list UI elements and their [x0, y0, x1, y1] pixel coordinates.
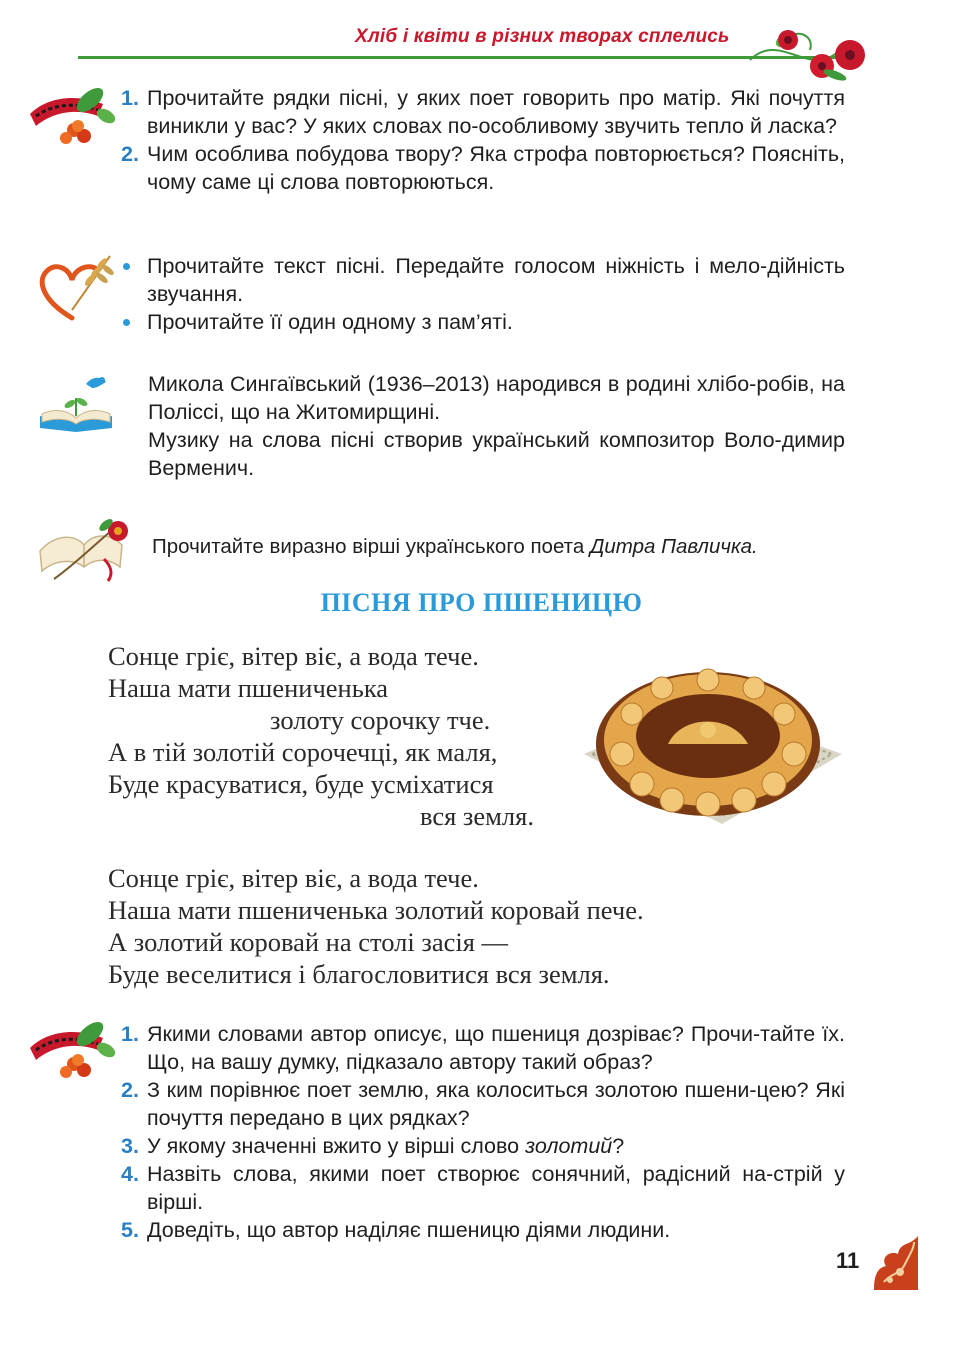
question-number: 1.	[121, 1022, 139, 1046]
embroidery-viburnum-icon	[28, 1020, 116, 1082]
question-text-part: У якому значенні вжито у вірші слово	[147, 1134, 526, 1158]
bullet-text: Прочитайте текст пісні. Передайте голосом ніжність і мело-дійність звучання.	[147, 254, 845, 306]
question-text: Прочитайте рядки пісні, у яких поет говорить про матір. Які почуття виникли у вас? У яких словах по-особливому звучить тепло й ласка?	[147, 86, 845, 138]
question-number: 3.	[121, 1134, 139, 1158]
question-text: Назвіть слова, якими поет створює сонячний, радісний на-стрій у вірші.	[147, 1162, 845, 1214]
question-text: Якими словами автор описує, що пшениця дозріває? Прочи-тайте їх. Що, на вашу думку, підказало автору такий образ?	[147, 1022, 845, 1074]
poem-line: вся земля.	[420, 801, 534, 831]
poet-name: Дитра Павличка.	[589, 535, 758, 558]
question-text-part: ?	[612, 1134, 625, 1158]
poem-line: Буде красуватися, буде усміхатися	[108, 769, 494, 799]
bullet-dot-icon	[123, 319, 130, 326]
block5-question-3	[121, 1132, 845, 1160]
block1-question-2	[121, 140, 845, 196]
block5-question-1	[121, 1020, 845, 1076]
question-text: Доведіть, що автор наділяє пшеницю діями людини.	[147, 1218, 671, 1242]
header-title: Хліб і квіти в різних творах сплелись	[355, 26, 730, 47]
poem-line: Сонце гріє, вітер віє, а вода тече.	[108, 641, 479, 671]
block5-question-2	[121, 1076, 845, 1132]
poppy-flowers-icon	[740, 20, 870, 90]
korovai-bread-image	[572, 644, 844, 834]
poem-stanza-1	[108, 640, 568, 832]
block5-question-5	[121, 1216, 845, 1244]
book-bird-icon	[36, 372, 120, 434]
instruction-text: Прочитайте виразно вірші українського поета	[152, 535, 590, 558]
question-text: З ким порівнює поет землю, яка колоситься золотою пшени-цею? Які почуття передано в цих рядках?	[147, 1078, 845, 1130]
poem-line: А золотий коровай на столі засія —	[108, 927, 509, 957]
reading-instruction	[152, 533, 758, 561]
block1-question-1	[121, 84, 845, 140]
poem-stanza-2	[108, 862, 828, 990]
corner-ornament-icon	[870, 1232, 922, 1294]
embroidery-viburnum-icon	[28, 86, 116, 148]
poem-line: Наша мати пшениченька	[108, 673, 389, 703]
author-bio	[148, 370, 845, 482]
block5-question-4	[121, 1160, 845, 1216]
question-number: 1.	[121, 86, 139, 110]
poem-line: золоту сорочку тче.	[270, 705, 491, 735]
block2-bullet-list	[121, 252, 845, 336]
author-bio-paragraph-1: Микола Сингаївський (1936–2013) народився в родині хлібо-робів, на Поліссі, що на Житомирщині.	[148, 372, 845, 424]
question-number: 2.	[121, 142, 139, 166]
book-quill-icon	[34, 505, 134, 585]
wheat-heart-icon	[32, 250, 118, 322]
header-divider	[78, 56, 838, 59]
block2-bullet-1	[121, 252, 845, 308]
question-number: 2.	[121, 1078, 139, 1102]
question-text: Чим особлива побудова твору? Яка строфа повторюється? Поясніть, чому саме ці слова повторюються.	[147, 142, 845, 194]
question-number: 4.	[121, 1162, 139, 1186]
block1-question-list	[121, 84, 845, 196]
emphasized-word: золотий	[525, 1134, 613, 1158]
author-bio-paragraph-2: Музику на слова пісні створив український композитор Воло-димир Верменич.	[148, 428, 845, 480]
block5-question-list	[121, 1020, 845, 1244]
bullet-dot-icon	[123, 263, 130, 270]
page-number: 11	[836, 1248, 860, 1273]
poem-line: А в тій золотій сорочечці, як маля,	[108, 737, 498, 767]
block2-bullet-2	[121, 308, 845, 336]
question-number: 5.	[121, 1218, 139, 1242]
poem-line: Сонце гріє, вітер віє, а вода тече.	[108, 863, 479, 893]
question-text	[147, 1132, 845, 1160]
poem-line: Наша мати пшениченька золотий коровай пече.	[108, 895, 644, 925]
poem-title: ПІСНЯ ПРО ПШЕНИЦЮ	[320, 588, 643, 617]
poem-line: Буде веселитися і благословитися вся земля.	[108, 959, 610, 989]
bullet-text: Прочитайте її один одному з пам’яті.	[147, 310, 513, 334]
